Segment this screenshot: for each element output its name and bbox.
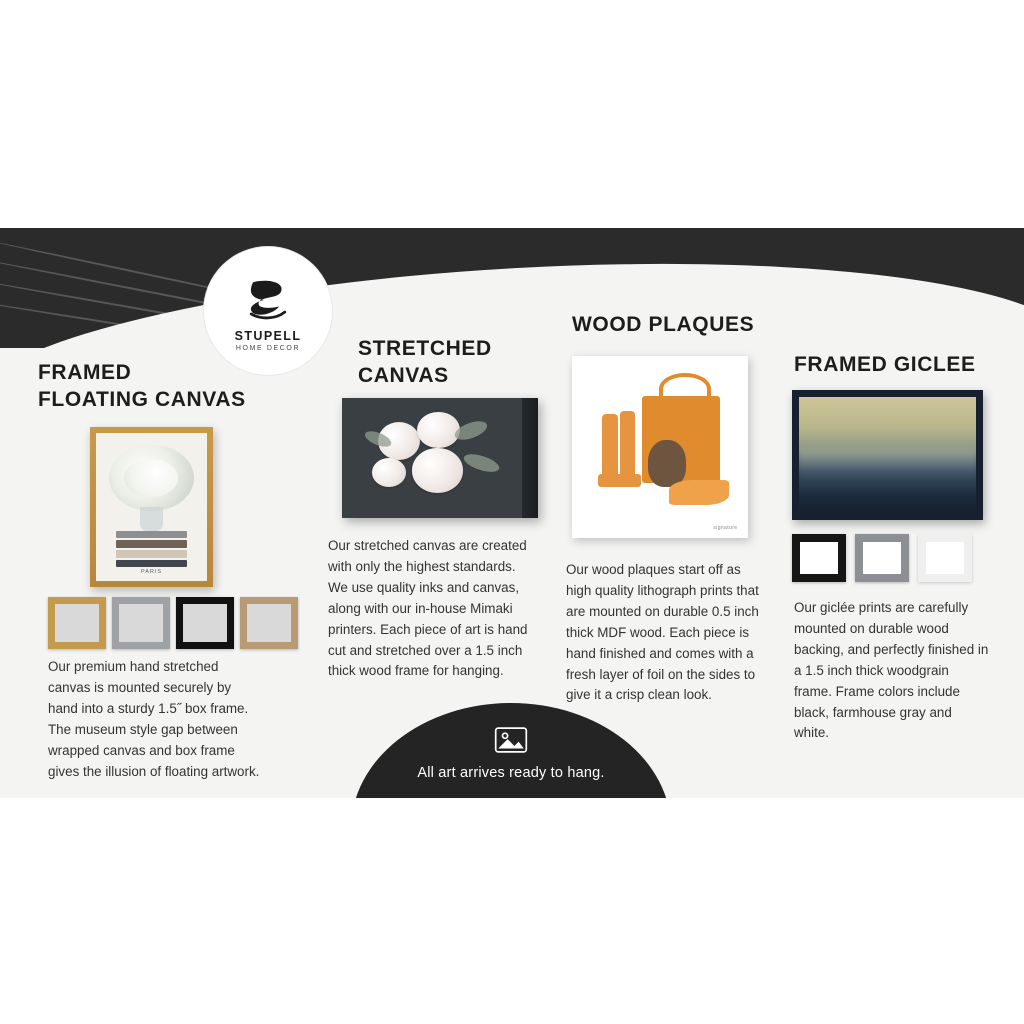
- column-3-title-line1: WOOD PLAQUES: [572, 313, 755, 336]
- swatch-gold: [48, 597, 106, 649]
- frame-chip-white: [918, 534, 972, 582]
- column-3-title: [572, 312, 754, 339]
- column-1-body: Our premium hand stretched canvas is mounted securely by hand into a sturdy 1.5˝ box frame. The museum style gap between wrapped canvas and box frame gives the illusion of floating artwork.: [48, 659, 260, 779]
- column-4-title: [794, 352, 976, 379]
- framed-giclee-artwork: [792, 390, 983, 520]
- frame-chip-black: [792, 534, 846, 582]
- column-2-title-line2: CANVAS: [358, 363, 449, 387]
- swatch-black: [176, 597, 234, 649]
- ready-to-hang-banner: [351, 703, 671, 798]
- column-1-title: [38, 360, 246, 414]
- frame-chip-gray: [855, 534, 909, 582]
- giclee-frame-chips: [792, 534, 972, 582]
- column-2-body: Our stretched canvas are created with only the highest standards. We use quality inks and canvas, along with our in-house Mimaki printers. Each piece of art is hand cut and stretched over a 1.5 inch thick wood frame for hanging.: [328, 538, 528, 679]
- floating-canvas-artwork: [90, 427, 213, 587]
- column-2-title-line1: STRETCHED: [358, 337, 492, 360]
- column-2-title: [358, 336, 492, 390]
- artwork-caption: PARIS: [140, 569, 163, 576]
- wood-plaque-artwork: [572, 356, 748, 538]
- column-4-title-line1: FRAMED GICLEE: [794, 353, 976, 376]
- top-dark-wave: [0, 228, 1024, 348]
- brand-subtitle: HOME DECOR: [235, 344, 301, 352]
- column-4-body: Our giclée prints are carefully mounted on durable wood backing, and perfectly finished in a 1.5 inch thick woodgrain frame. Frame colors include black, farmhouse gray and white.: [794, 600, 989, 741]
- brand-name: STUPELL: [234, 328, 302, 343]
- artwork-signature: signature: [713, 524, 738, 531]
- column-1-title-line1: FRAMED: [38, 361, 132, 384]
- swatch-tan: [240, 597, 298, 649]
- picture-frame-icon: [494, 725, 528, 755]
- column-1-title-line2: FLOATING CANVAS: [38, 387, 246, 411]
- stretched-canvas-artwork: [342, 398, 538, 518]
- brand-logo: [204, 247, 332, 375]
- swan-logo-icon: [240, 271, 296, 327]
- ready-to-hang-text: All art arrives ready to hang.: [417, 765, 605, 781]
- swatch-silver: [112, 597, 170, 649]
- column-3-body: Our wood plaques start off as high quality lithograph prints that are mounted on durable 0.5 inch thick MDF wood. Each piece is hand finished and comes with a fresh layer of foil on the sides to give it a crisp clean look.: [566, 562, 759, 703]
- frame-color-swatches: [48, 597, 298, 649]
